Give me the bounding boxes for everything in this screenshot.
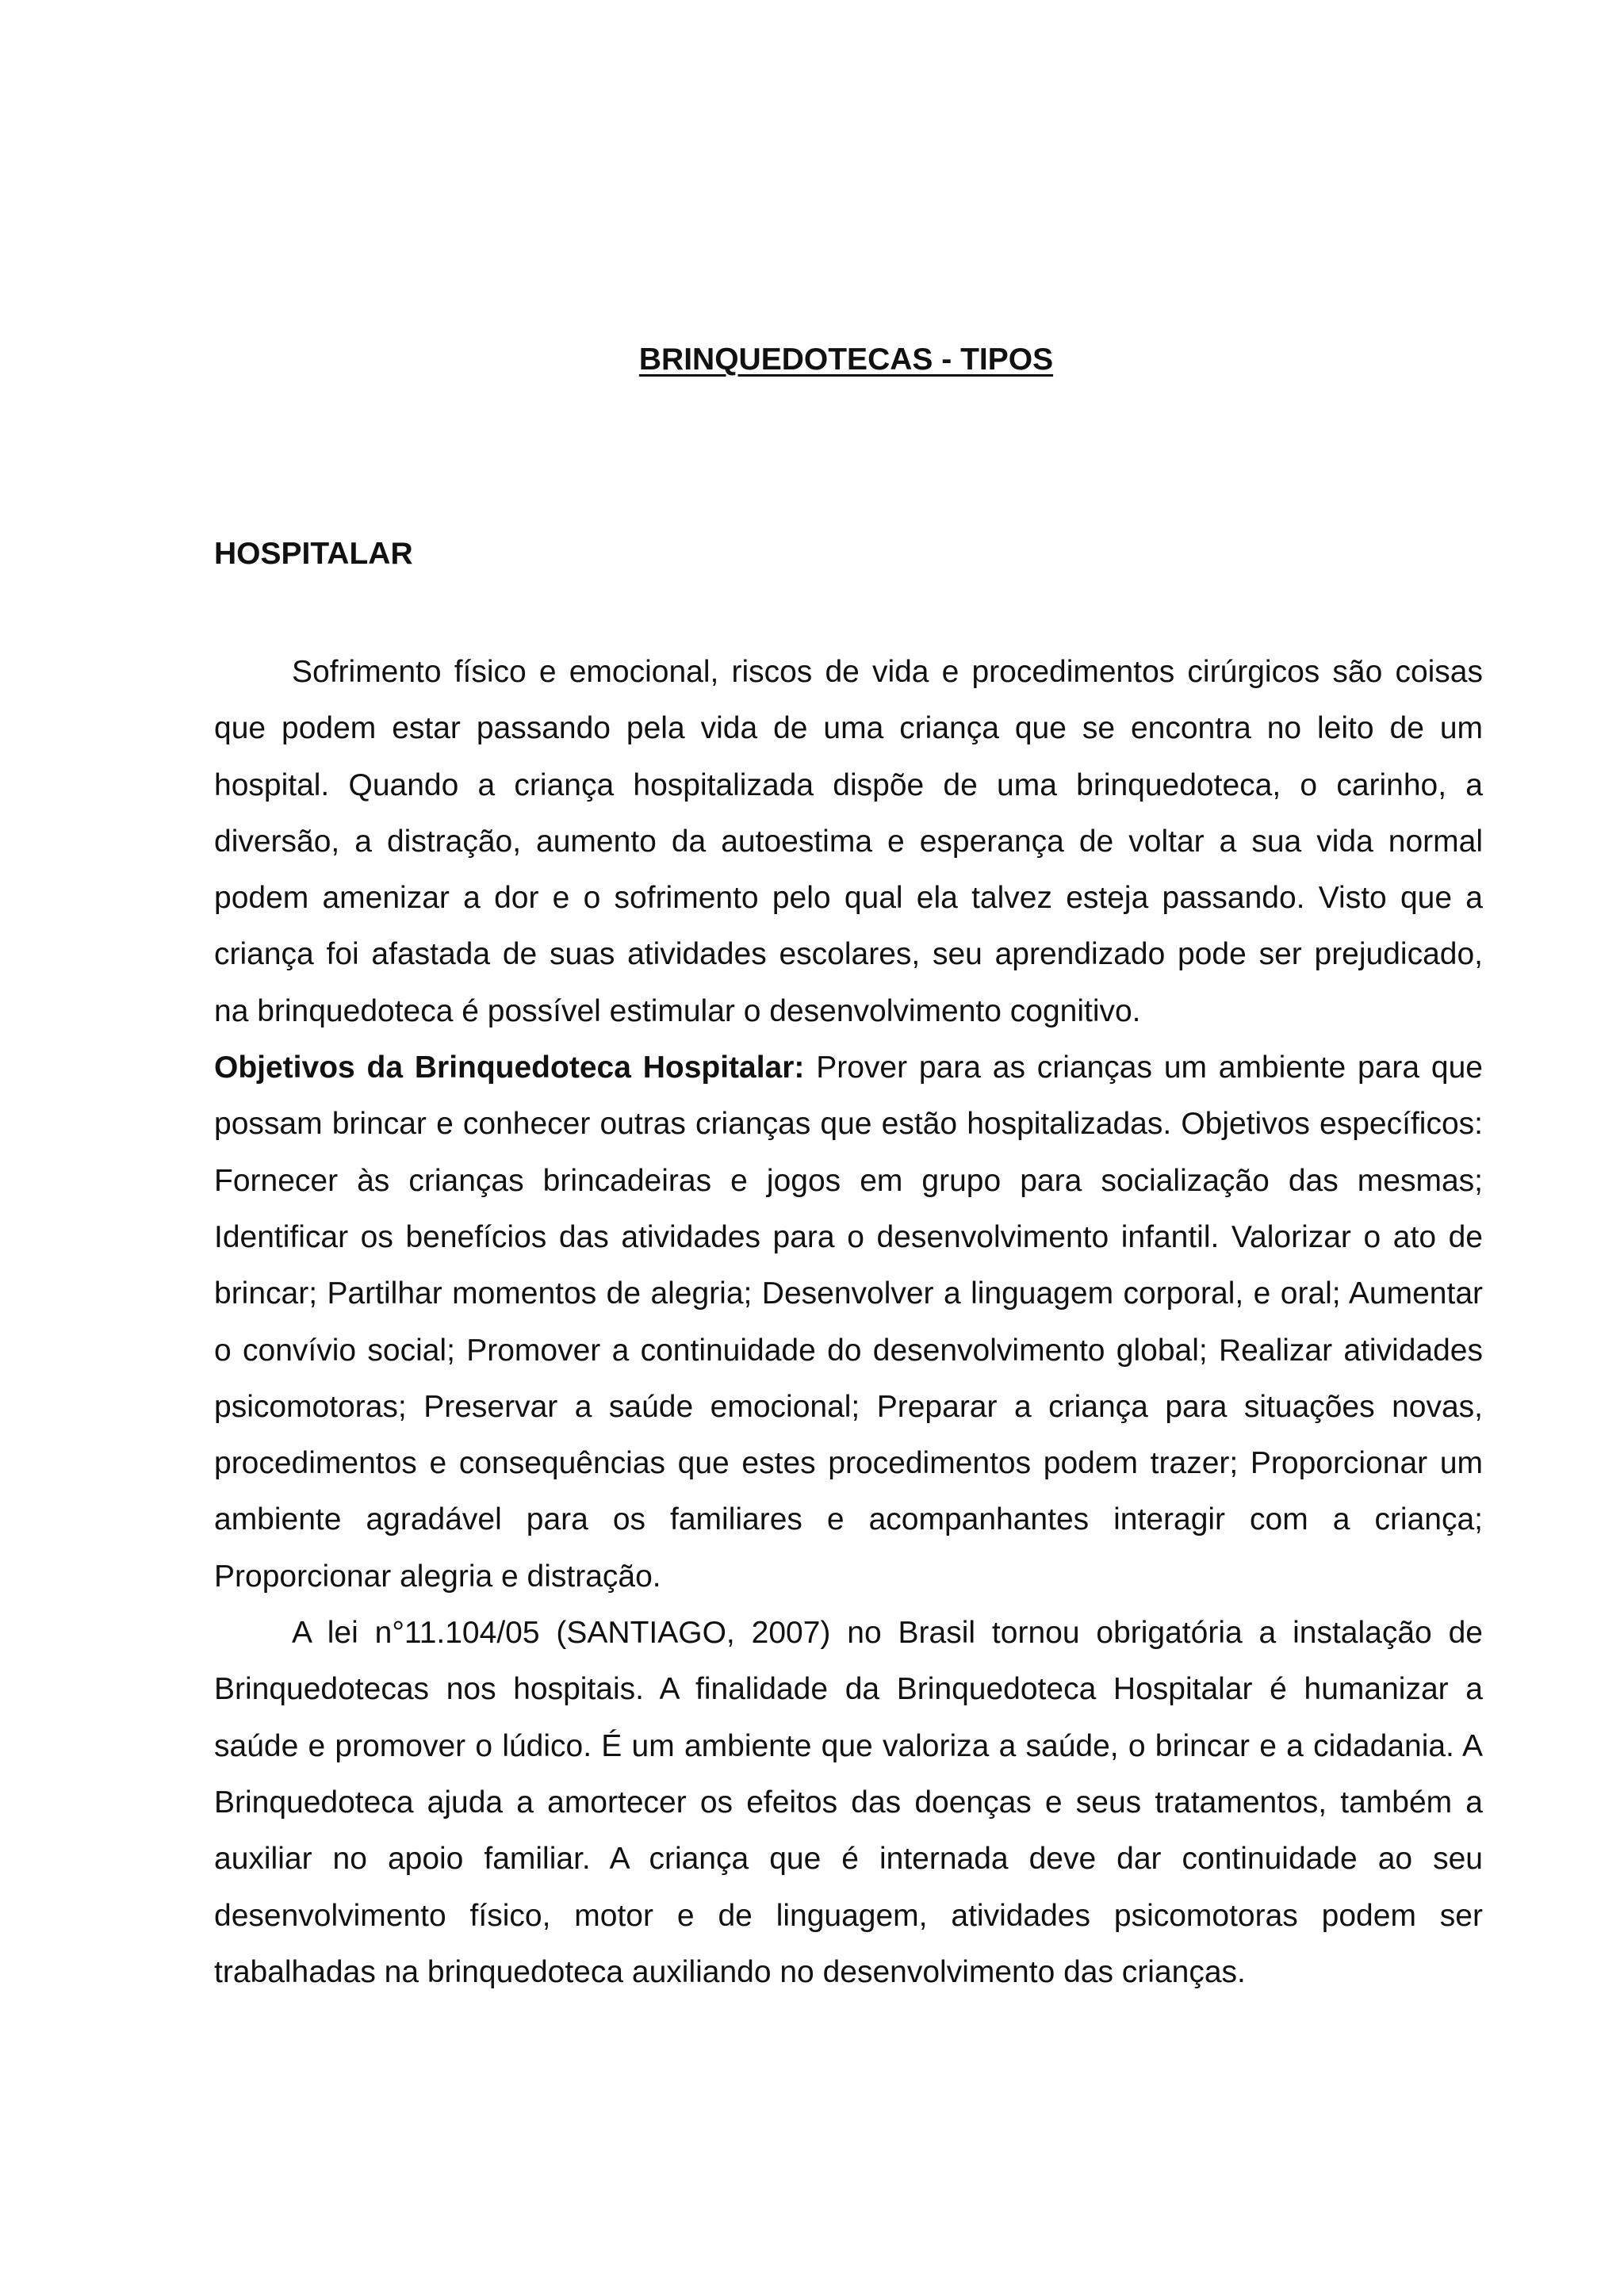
document-body xyxy=(214,644,1483,2000)
objectives-label: Objetivos da Brinquedoteca Hospitalar: xyxy=(214,1050,805,1085)
document-title: BRINQUEDOTECAS - TIPOS xyxy=(638,342,1054,377)
section-heading: HOSPITALAR xyxy=(214,537,413,571)
objectives-text: Prover para as crianças um ambiente para que possam brincar e conhecer outras crianças que estão hospitalizadas. Objetivos específicos: Fornecer às crianças brincadeiras e jogos em grupo para socialização das mesmas; Identificar os benefícios das atividades para o desenvolvimento infantil. Valorizar o ato de brincar; Partilhar momentos de alegria; Desenvolver a linguagem corporal, e oral; Aumentar o convívio social; Promover a continuidade do desenvolvimento global; Realizar atividades psicomotoras; Preservar a saúde emocional; Preparar a criança para situações novas, procedimentos e consequências que estes procedimentos podem trazer; Proporcionar um ambiente agradável para os familiares e acompanhantes interagir com a criança; Proporcionar alegria e distração. xyxy=(214,1050,1483,1594)
paragraph-law: A lei n°11.104/05 (SANTIAGO, 2007) no Brasil tornou obrigatória a instalação de Brinquedotecas nos hospitais. A finalidade da Brinquedoteca Hospitalar é humanizar a saúde e promover o lúdico. É um ambiente que valoriza a saúde, o brincar e a cidadania. A Brinquedoteca ajuda a amortecer os efeitos das doenças e seus tratamentos, também a auxiliar no apoio familiar. A criança que é internada deve dar continuidade ao seu desenvolvimento físico, motor e de linguagem, atividades psicomotoras podem ser trabalhadas na brinquedoteca auxiliando no desenvolvimento das crianças. xyxy=(214,1616,1483,1989)
paragraph-objectives xyxy=(214,1039,1483,1605)
paragraph-intro: Sofrimento físico e emocional, riscos de vida e procedimentos cirúrgicos são coisas que podem estar passando pela vida de uma criança que se encontra no leito de um hospital. Quando a criança hospitalizada dispõe de uma brinquedoteca, o carinho, a diversão, a distração, aumento da autoestima e esperança de voltar a sua vida normal podem amenizar a dor e o sofrimento pelo qual ela talvez esteja passando. Visto que a criança foi afastada de suas atividades escolares, seu aprendizado pode ser prejudicado, na brinquedoteca é possível estimular o desenvolvimento cognitivo. xyxy=(214,655,1483,1028)
document-page xyxy=(214,0,1483,2296)
